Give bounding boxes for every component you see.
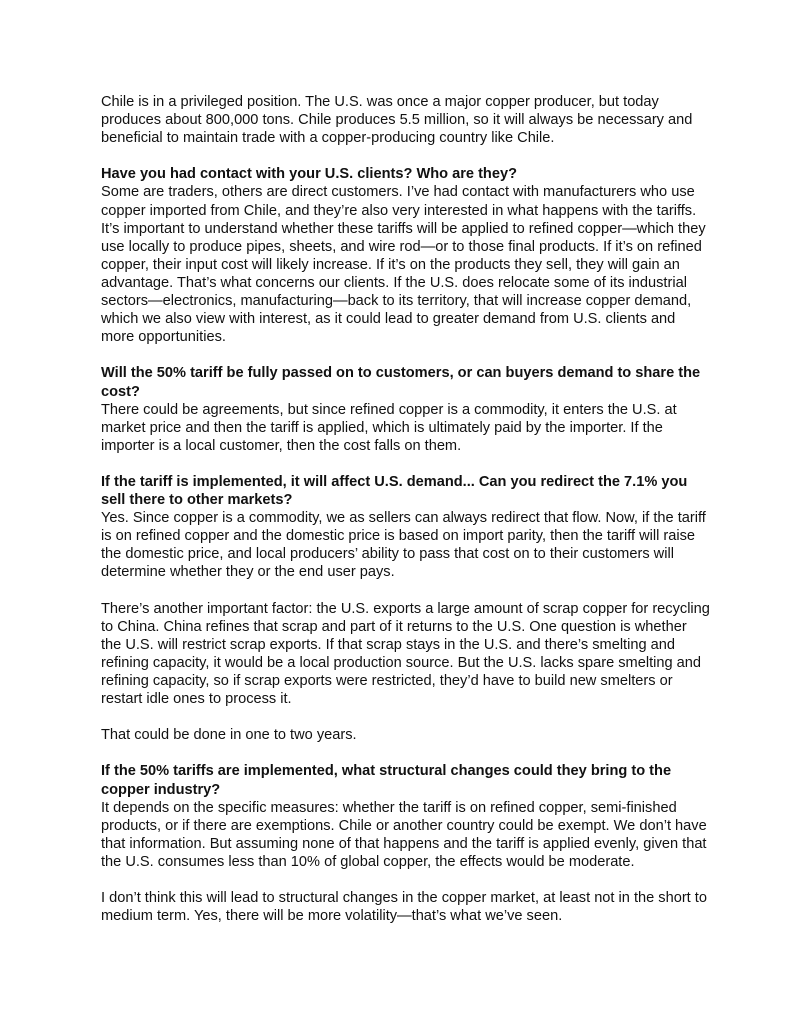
answer-paragraph: It depends on the specific measures: whether the tariff is on refined copper, semi-finished products, or if there are exemptions. Chile or another country could be exempt. We don’t have that information. But assuming none of that happens and the tariff is applied evenly, given that the U.S. consumes less than 10% of global copper, the effects would be moderate. — [101, 799, 707, 870]
question-heading: If the tariff is implemented, it will affect U.S. demand... Can you redirect the 7.1% you sell there to other markets? — [101, 473, 688, 509]
answer-paragraph: That could be done in one to two years. — [101, 727, 357, 744]
answer-paragraph: Yes. Since copper is a commodity, we as sellers can always redirect that flow. Now, if the tariff is on refined copper and the domestic price is based on import parity, then the tariff will raise the domestic price, and local producers’ ability to pass that cost on to their customers will determine whether they or the end user pays. — [101, 510, 706, 581]
question-heading: Have you had contact with your U.S. clients? Who are they? — [101, 166, 517, 183]
answer-paragraph: There’s another important factor: the U.S. exports a large amount of scrap copper for recycling to China. China refines that scrap and part of it returns to the U.S. One question is whether the U.S. will restrict scrap exports. If that scrap stays in the U.S. and there’s smelting and refining capacity, it would be a local production source. But the U.S. lacks spare smelting and refining capacity, so if scrap exports were restricted, they’d have to build new smelters or restart idle ones to process it. — [101, 600, 710, 708]
intro-paragraph: Chile is in a privileged position. The U.S. was once a major copper producer, but today produces about 800,000 tons. Chile produces 5.5 million, so it will always be necessary and beneficial to maintain trade with a copper-producing country like Chile. — [101, 94, 693, 147]
intro-section — [101, 93, 711, 147]
answer-paragraph: There could be agreements, but since refined copper is a commodity, it enters the U.S. at market price and then the tariff is applied, which is ultimately paid by the importer. If the importer is a local customer, then the cost falls on them. — [101, 401, 677, 454]
question-heading: Will the 50% tariff be fully passed on to customers, or can buyers demand to share the cost? — [101, 365, 701, 400]
qa-section — [101, 762, 711, 871]
answer-paragraph: Some are traders, others are direct customers. I’ve had contact with manufacturers who use copper imported from Chile, and they’re also very interested in what happens with the tariffs. It’s important to understand whether these tariffs will be applied to refined copper—which they use locally to produce pipes, sheets, and wire rod—or to those final products. If it’s on refined copper, their input cost will likely increase. If it’s on the products they sell, they will gain an advantage. That’s what concerns our clients. If the U.S. does relocate some of its industrial sectors—electronics, manufacturing—back to its territory, that will increase copper demand, which we also view with interest, as it could lead to greater demand from U.S. clients and more opportunities. — [101, 184, 706, 346]
paragraph-block — [101, 889, 711, 925]
question-heading: If the 50% tariffs are implemented, what structural changes could they bring to the copper industry? — [101, 763, 672, 798]
qa-section — [101, 364, 711, 454]
qa-section — [101, 473, 711, 582]
answer-paragraph: I don’t think this will lead to structural changes in the copper market, at least not in the short to medium term. Yes, there will be more volatility—that’s what we’ve seen. — [101, 890, 707, 925]
paragraph-block — [101, 600, 711, 709]
document-page — [101, 93, 711, 943]
qa-section — [101, 165, 711, 346]
paragraph-block — [101, 726, 711, 744]
